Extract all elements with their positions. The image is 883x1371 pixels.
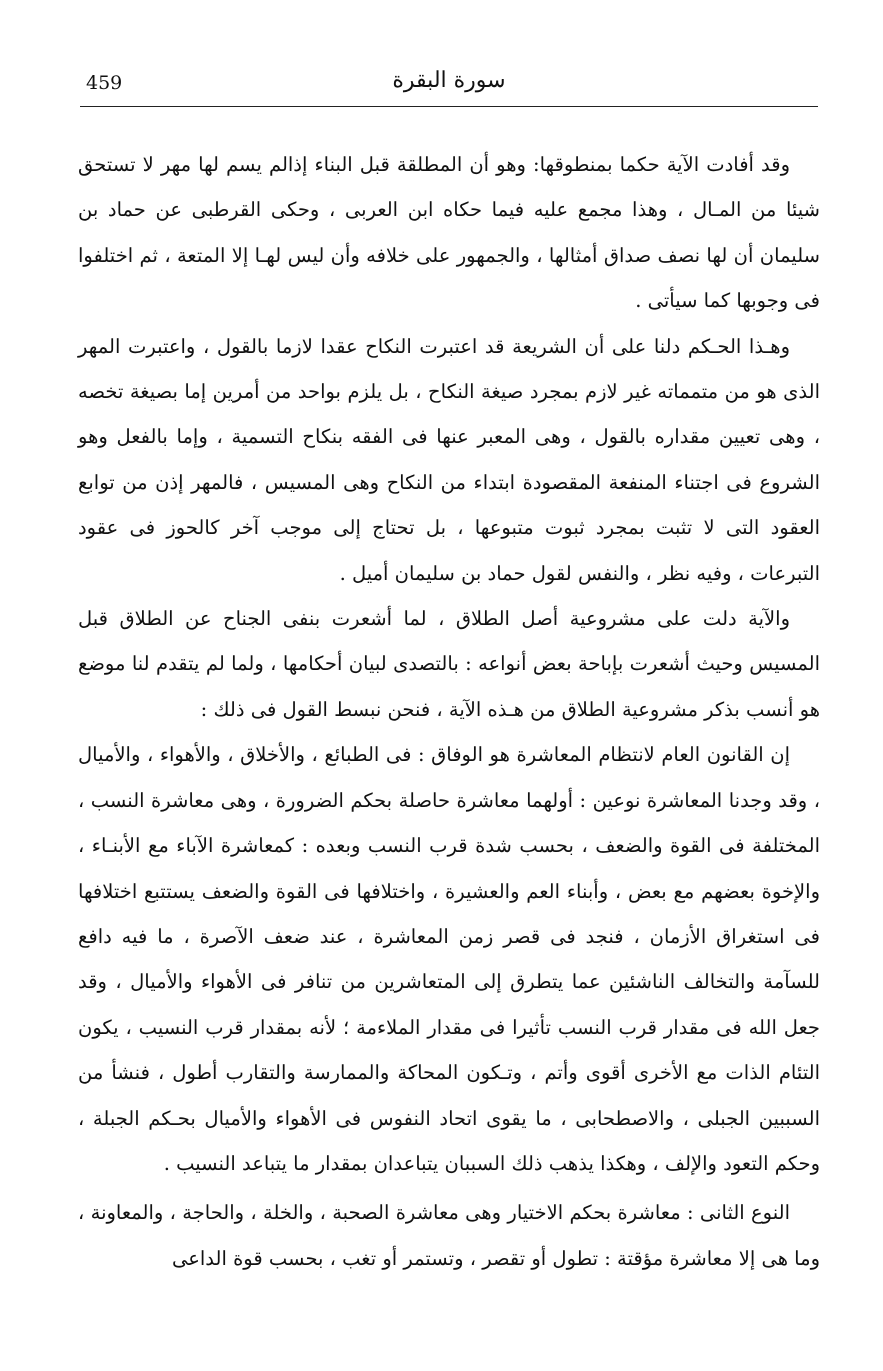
paragraph: وهـذا الحـكم دلنا على أن الشريعة قد اعتبرت النكاح عقدا لازما بالقول ، واعتبرت المهر الذى هو من متمماته غير لازم بمجرد صيغة النكاح ، بل يلزم بواحد من أمرين إما بصيغة تخصه ، وهى تعيين مقداره بالقول ، وهى المعبر عنها فى الفقه بنكاح التسمية ، وإما بالفعل وهو الشروع فى اجتناء المنفعة المقصودة ابتداء من النكاح وهى المسيس ، فالمهر إذن من توابع العقود التى لا تثبت بمجرد ثبوت متبوعها ، بل تحتاج إلى موجب آخر كالحوز فى عقود التبرعات ، وفيه نظر ، والنفس لقول حماد بن سليمان أميل . [78,334,820,585]
paragraph: وقد أفادت الآية حكما بمنطوقها: وهو أن المطلقة قبل البناء إذالم يسم لها مهر لا تستحق شيئا من المـال ، وهذا مجمع عليه فيما حكاه ابن العربى ، وحكى القرطبى عن حماد بن سليمان أن لها نصف صداق أمثالها ، والجمهور على خلافه وأن ليس لهـا إلا المتعة ، ثم اختلفوا فى وجوبها كما سيأتى . [78,153,820,313]
page-number: 459 [86,72,123,94]
paragraph: والآية دلت على مشروعية أصل الطلاق ، لما أشعرت بنفى الجناح عن الطلاق قبل المسيس وحيث أشعرت بإباحة بعض أنواعه : بالتصدى لبيان أحكامها ، ولما لم يتقدم لنا موضع هو أنسب بذكر مشروعية الطلاق من هـذه الآية ، فنحن نبسط القول فى ذلك : [78,607,820,721]
paragraph: إن القانون العام لانتظام المعاشرة هو الوفاق : فى الطبائع ، والأخلاق ، والأهواء ، والأميال ، وقد وجدنا المعاشرة نوعين : أولهما معاشرة حاصلة بحكم الضرورة ، وهى معاشرة النسب ، المختلفة فى القوة والضعف ، بحسب شدة قرب النسب وبعده : كمعاشرة الآباء مع الأبنـاء ، والإخوة بعضهم مع بعض ، وأبناء العم والعشيرة ، واختلافها فى القوة والضعف يستتبع اختلافها فى استغراق الأزمان ، فنجد فى قصر زمن المعاشرة ، عند ضعف الآصرة ، ما فيه دافع للسآمة والتخالف الناشئين عما يتطرق إلى المتعاشرين من تنافر فى الأهواء والأميال ، وقد جعل الله فى مقدار قرب النسب تأثيرا فى مقدار الملاءمة ؛ لأنه بمقدار قرب النسيب ، يكون التئام الذات مع الأخرى أقوى وأتم ، وتـكون المحاكة والممارسة والتقارب أطول ، فنشأ من السببين الجبلى ، والاصطحابى ، ما يقوى اتحاد النفوس فى الأهواء والأميال بحـكم الجبلة ، وحكم التعود والإلف ، وهكذا يذهب ذلك السببان يتباعدان بمقدار ما يتباعد النسيب . [78,743,820,1175]
paragraph: النوع الثانى : معاشرة بحكم الاختيار وهى معاشرة الصحبة ، والخلة ، والحاجة ، والمعاونة ، وما هى إلا معاشرة مؤقتة : تطول أو تقصر ، وتستمر أو تغب ، بحسب قوة الداعى [78,1201,820,1270]
page-header [80,62,818,107]
surah-title: سورة البقرة [392,68,506,93]
body-text [78,142,820,1281]
